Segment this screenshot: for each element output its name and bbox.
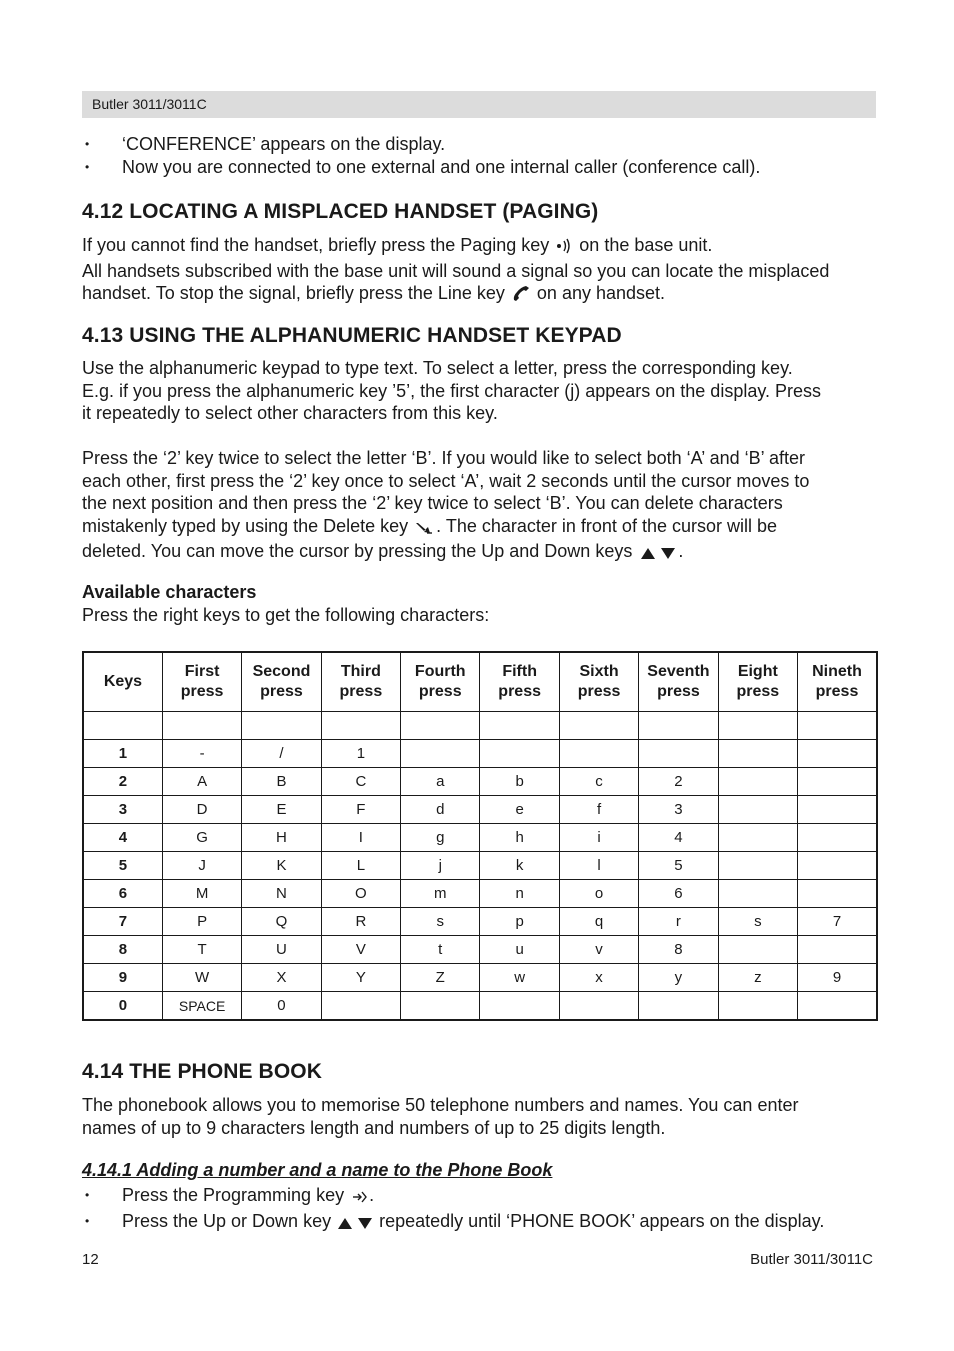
character-cell: k bbox=[480, 852, 559, 880]
column-header bbox=[401, 652, 480, 712]
character-cell bbox=[480, 712, 559, 740]
character-cell: N bbox=[242, 880, 321, 908]
key-cell: 5 bbox=[83, 852, 162, 880]
column-header-text: press bbox=[736, 683, 780, 700]
up-arrow-icon bbox=[337, 1213, 353, 1236]
character-cell: h bbox=[480, 824, 559, 852]
character-cell: j bbox=[401, 852, 480, 880]
character-cell: F bbox=[321, 796, 400, 824]
column-header-text: Seventh bbox=[647, 663, 710, 680]
list-item: • Now you are connected to one external and one internal caller (conference call). bbox=[82, 156, 760, 179]
character-cell bbox=[718, 712, 797, 740]
section-4-12-body bbox=[82, 234, 882, 308]
character-cell: z bbox=[718, 964, 797, 992]
character-cell: c bbox=[559, 768, 638, 796]
text-run: . The character in front of the cursor will be bbox=[436, 515, 777, 536]
text-run: on the base unit. bbox=[579, 235, 713, 255]
character-cell: 1 bbox=[321, 740, 400, 768]
footer-model: Butler 3011/3011C bbox=[750, 1251, 873, 1268]
character-cell: 3 bbox=[639, 796, 718, 824]
key-cell: 8 bbox=[83, 936, 162, 964]
programming-key-icon bbox=[352, 1187, 368, 1210]
character-cell: x bbox=[559, 964, 638, 992]
character-cell bbox=[480, 992, 559, 1021]
column-header bbox=[718, 652, 797, 712]
character-cell: K bbox=[242, 852, 321, 880]
character-cell bbox=[401, 712, 480, 740]
character-cell bbox=[639, 712, 718, 740]
character-cell bbox=[718, 768, 797, 796]
table-row bbox=[83, 880, 877, 908]
column-header bbox=[480, 652, 559, 712]
character-cell bbox=[798, 740, 877, 768]
table-body bbox=[83, 712, 877, 1021]
character-cell: - bbox=[162, 740, 241, 768]
paragraph-line bbox=[82, 282, 882, 308]
column-header-text: press bbox=[815, 683, 859, 700]
character-cell: b bbox=[480, 768, 559, 796]
table-row bbox=[83, 992, 877, 1021]
character-cell: X bbox=[242, 964, 321, 992]
character-cell: M bbox=[162, 880, 241, 908]
character-cell bbox=[559, 992, 638, 1021]
character-cell: u bbox=[480, 936, 559, 964]
key-cell: 1 bbox=[83, 740, 162, 768]
character-cell: r bbox=[639, 908, 718, 936]
table-row bbox=[83, 796, 877, 824]
section-heading-4-13: 4.13 USING THE ALPHANUMERIC HANDSET KEYPAD bbox=[82, 324, 622, 347]
character-cell bbox=[798, 852, 877, 880]
column-header bbox=[559, 652, 638, 712]
character-cell: C bbox=[321, 768, 400, 796]
character-cell bbox=[718, 880, 797, 908]
character-cell bbox=[559, 712, 638, 740]
paragraph-line: names of up to 9 characters length and numbers of up to 25 digits length. bbox=[82, 1117, 666, 1138]
text-run: deleted. You can move the cursor by pressing the Up and Down keys bbox=[82, 541, 633, 562]
character-cell: T bbox=[162, 936, 241, 964]
column-header bbox=[162, 652, 241, 712]
key-cell bbox=[83, 712, 162, 740]
table-row bbox=[83, 936, 877, 964]
section-heading-4-12: 4.12 LOCATING A MISPLACED HANDSET (PAGING) bbox=[82, 200, 599, 223]
character-cell: t bbox=[401, 936, 480, 964]
character-cell: L bbox=[321, 852, 400, 880]
character-cell bbox=[480, 740, 559, 768]
column-header-text: Nineth bbox=[812, 663, 862, 680]
character-cell bbox=[242, 712, 321, 740]
character-cell bbox=[639, 992, 718, 1021]
paragraph-line: each other, first press the ‘2’ key once to select ‘A’, wait 2 seconds until the cursor moves to bbox=[82, 470, 810, 491]
character-cell bbox=[401, 992, 480, 1021]
character-cell: 9 bbox=[798, 964, 877, 992]
character-cell bbox=[718, 992, 797, 1021]
character-cell: q bbox=[559, 908, 638, 936]
character-cell: U bbox=[242, 936, 321, 964]
key-cell: 7 bbox=[83, 908, 162, 936]
table-row bbox=[83, 768, 877, 796]
character-cell: D bbox=[162, 796, 241, 824]
section-4-14-paragraph bbox=[82, 1094, 882, 1139]
column-header bbox=[83, 652, 162, 712]
down-arrow-icon bbox=[357, 1213, 373, 1236]
character-cell: v bbox=[559, 936, 638, 964]
key-cell: 4 bbox=[83, 824, 162, 852]
paragraph-line: Press the ‘2’ key twice to select the letter ‘B’. If you would like to select both ‘A’ and ‘B’ after bbox=[82, 448, 806, 468]
column-header-text: press bbox=[498, 683, 541, 700]
character-cell: / bbox=[242, 740, 321, 768]
phonebook-steps-list bbox=[82, 1184, 824, 1235]
character-cell bbox=[798, 824, 877, 852]
character-cell bbox=[162, 712, 241, 740]
character-cell: SPACE bbox=[162, 992, 241, 1021]
character-cell: 8 bbox=[639, 936, 718, 964]
character-cell: Y bbox=[321, 964, 400, 992]
character-cell: a bbox=[401, 768, 480, 796]
text-run: . bbox=[369, 1185, 375, 1205]
character-cell: y bbox=[639, 964, 718, 992]
key-cell: 6 bbox=[83, 880, 162, 908]
column-header-text: press bbox=[657, 683, 700, 700]
character-cell: f bbox=[559, 796, 638, 824]
column-header bbox=[242, 652, 321, 712]
column-header-text: Fourth bbox=[414, 663, 466, 680]
column-header-text: press bbox=[339, 683, 383, 700]
character-cell: W bbox=[162, 964, 241, 992]
character-cell: o bbox=[559, 880, 638, 908]
character-table bbox=[82, 651, 878, 1021]
section-4-13-paragraph-1 bbox=[82, 357, 882, 425]
character-cell: d bbox=[401, 796, 480, 824]
column-header bbox=[639, 652, 718, 712]
list-item bbox=[82, 1210, 824, 1236]
column-header-text: Keys bbox=[103, 673, 143, 690]
character-cell: 2 bbox=[639, 768, 718, 796]
page-number: 12 bbox=[82, 1251, 99, 1268]
character-cell: w bbox=[480, 964, 559, 992]
paragraph-line bbox=[82, 234, 882, 260]
table-row bbox=[83, 824, 877, 852]
table-row bbox=[83, 964, 877, 992]
section-heading-4-14: 4.14 THE PHONE BOOK bbox=[82, 1060, 322, 1083]
line-key-icon bbox=[511, 284, 531, 308]
text-run: . bbox=[678, 541, 684, 562]
text-run: handset. To stop the signal, briefly press the Line key bbox=[82, 283, 505, 304]
character-cell: E bbox=[242, 796, 321, 824]
text-run: mistakenly typed by using the Delete key bbox=[82, 515, 409, 536]
character-cell: Q bbox=[242, 908, 321, 936]
intro-bullet-list bbox=[82, 133, 760, 178]
table-row bbox=[83, 852, 877, 880]
character-cell bbox=[718, 936, 797, 964]
character-cell: B bbox=[242, 768, 321, 796]
character-cell: s bbox=[718, 908, 797, 936]
down-arrow-icon bbox=[660, 543, 676, 566]
character-cell bbox=[718, 740, 797, 768]
key-cell: 9 bbox=[83, 964, 162, 992]
delete-key-icon bbox=[414, 518, 434, 541]
character-cell bbox=[321, 992, 400, 1021]
column-header-text: press bbox=[260, 683, 303, 700]
table-header-row bbox=[83, 652, 877, 712]
column-header-text: Eight bbox=[737, 663, 778, 680]
character-cell bbox=[718, 796, 797, 824]
paging-key-icon bbox=[555, 237, 573, 260]
character-cell: J bbox=[162, 852, 241, 880]
character-cell bbox=[798, 768, 877, 796]
list-item bbox=[82, 1184, 824, 1210]
character-cell bbox=[718, 852, 797, 880]
column-header-text: press bbox=[577, 683, 621, 700]
character-cell: A bbox=[162, 768, 241, 796]
paragraph-line bbox=[82, 515, 882, 541]
available-characters-heading: Available characters bbox=[82, 582, 257, 602]
section-4-13-paragraph-2 bbox=[82, 447, 882, 566]
column-header-text: press bbox=[180, 683, 224, 700]
column-header-text: Sixth bbox=[579, 663, 619, 680]
character-cell: l bbox=[559, 852, 638, 880]
character-cell: i bbox=[559, 824, 638, 852]
text-run: repeatedly until ‘PHONE BOOK’ appears on the display. bbox=[379, 1210, 825, 1231]
character-cell: 6 bbox=[639, 880, 718, 908]
paragraph-line: All handsets subscribed with the base unit will sound a signal so you can locate the misplaced bbox=[82, 260, 830, 281]
key-cell: 3 bbox=[83, 796, 162, 824]
paragraph-line: it repeatedly to select other characters from this key. bbox=[82, 403, 498, 424]
character-cell bbox=[401, 740, 480, 768]
table-row bbox=[83, 712, 877, 740]
header-title: Butler 3011/3011C bbox=[92, 96, 207, 112]
column-header-text: Second bbox=[252, 663, 311, 680]
character-cell: g bbox=[401, 824, 480, 852]
column-header-text: Third bbox=[340, 663, 381, 680]
paragraph-line: The phonebook allows you to memorise 50 telephone numbers and names. You can enter bbox=[82, 1095, 799, 1115]
character-cell bbox=[639, 740, 718, 768]
character-cell: R bbox=[321, 908, 400, 936]
character-cell: s bbox=[401, 908, 480, 936]
paragraph-line bbox=[82, 540, 882, 566]
text-run: If you cannot find the handset, briefly press the Paging key bbox=[82, 235, 550, 255]
character-cell: m bbox=[401, 880, 480, 908]
subsection-heading-4-14-1: 4.14.1 Adding a number and a name to the Phone Book bbox=[82, 1160, 553, 1180]
column-header-text: Fifth bbox=[502, 663, 537, 680]
character-cell bbox=[798, 880, 877, 908]
list-item: • ‘CONFERENCE’ appears on the display. bbox=[82, 133, 760, 156]
character-cell: O bbox=[321, 880, 400, 908]
character-cell: 7 bbox=[798, 908, 877, 936]
key-cell: 0 bbox=[83, 992, 162, 1021]
character-cell bbox=[798, 712, 877, 740]
column-header bbox=[798, 652, 877, 712]
column-header-text: First bbox=[184, 663, 220, 680]
character-cell bbox=[798, 936, 877, 964]
character-cell: P bbox=[162, 908, 241, 936]
character-cell bbox=[559, 740, 638, 768]
paragraph-line: Use the alphanumeric keypad to type text. To select a letter, press the corresponding key. bbox=[82, 358, 793, 378]
character-cell: p bbox=[480, 908, 559, 936]
character-cell bbox=[798, 796, 877, 824]
character-cell: I bbox=[321, 824, 400, 852]
character-cell: Z bbox=[401, 964, 480, 992]
character-cell bbox=[798, 992, 877, 1021]
character-cell: H bbox=[242, 824, 321, 852]
running-header bbox=[82, 91, 876, 118]
character-cell: 0 bbox=[242, 992, 321, 1021]
paragraph-line: E.g. if you press the alphanumeric key ’5’, the first character (j) appears on the display. Press bbox=[82, 380, 822, 401]
column-header-text: press bbox=[418, 683, 462, 700]
available-characters-text: Press the right keys to get the following characters: bbox=[82, 605, 490, 625]
character-cell: e bbox=[480, 796, 559, 824]
character-cell bbox=[718, 824, 797, 852]
text-run: Press the Programming key bbox=[122, 1185, 345, 1205]
character-cell: G bbox=[162, 824, 241, 852]
character-cell: 5 bbox=[639, 852, 718, 880]
character-cell: V bbox=[321, 936, 400, 964]
paragraph-line: the next position and then press the ‘2’ key twice to select ‘B’. You can delete characters bbox=[82, 493, 783, 514]
text-run: on any handset. bbox=[536, 283, 666, 304]
up-arrow-icon bbox=[640, 543, 656, 566]
character-cell: 4 bbox=[639, 824, 718, 852]
key-cell: 2 bbox=[83, 768, 162, 796]
text-run: Press the Up or Down key bbox=[122, 1210, 332, 1231]
character-cell: n bbox=[480, 880, 559, 908]
table-row bbox=[83, 908, 877, 936]
character-cell bbox=[321, 712, 400, 740]
column-header bbox=[321, 652, 400, 712]
table-row bbox=[83, 740, 877, 768]
